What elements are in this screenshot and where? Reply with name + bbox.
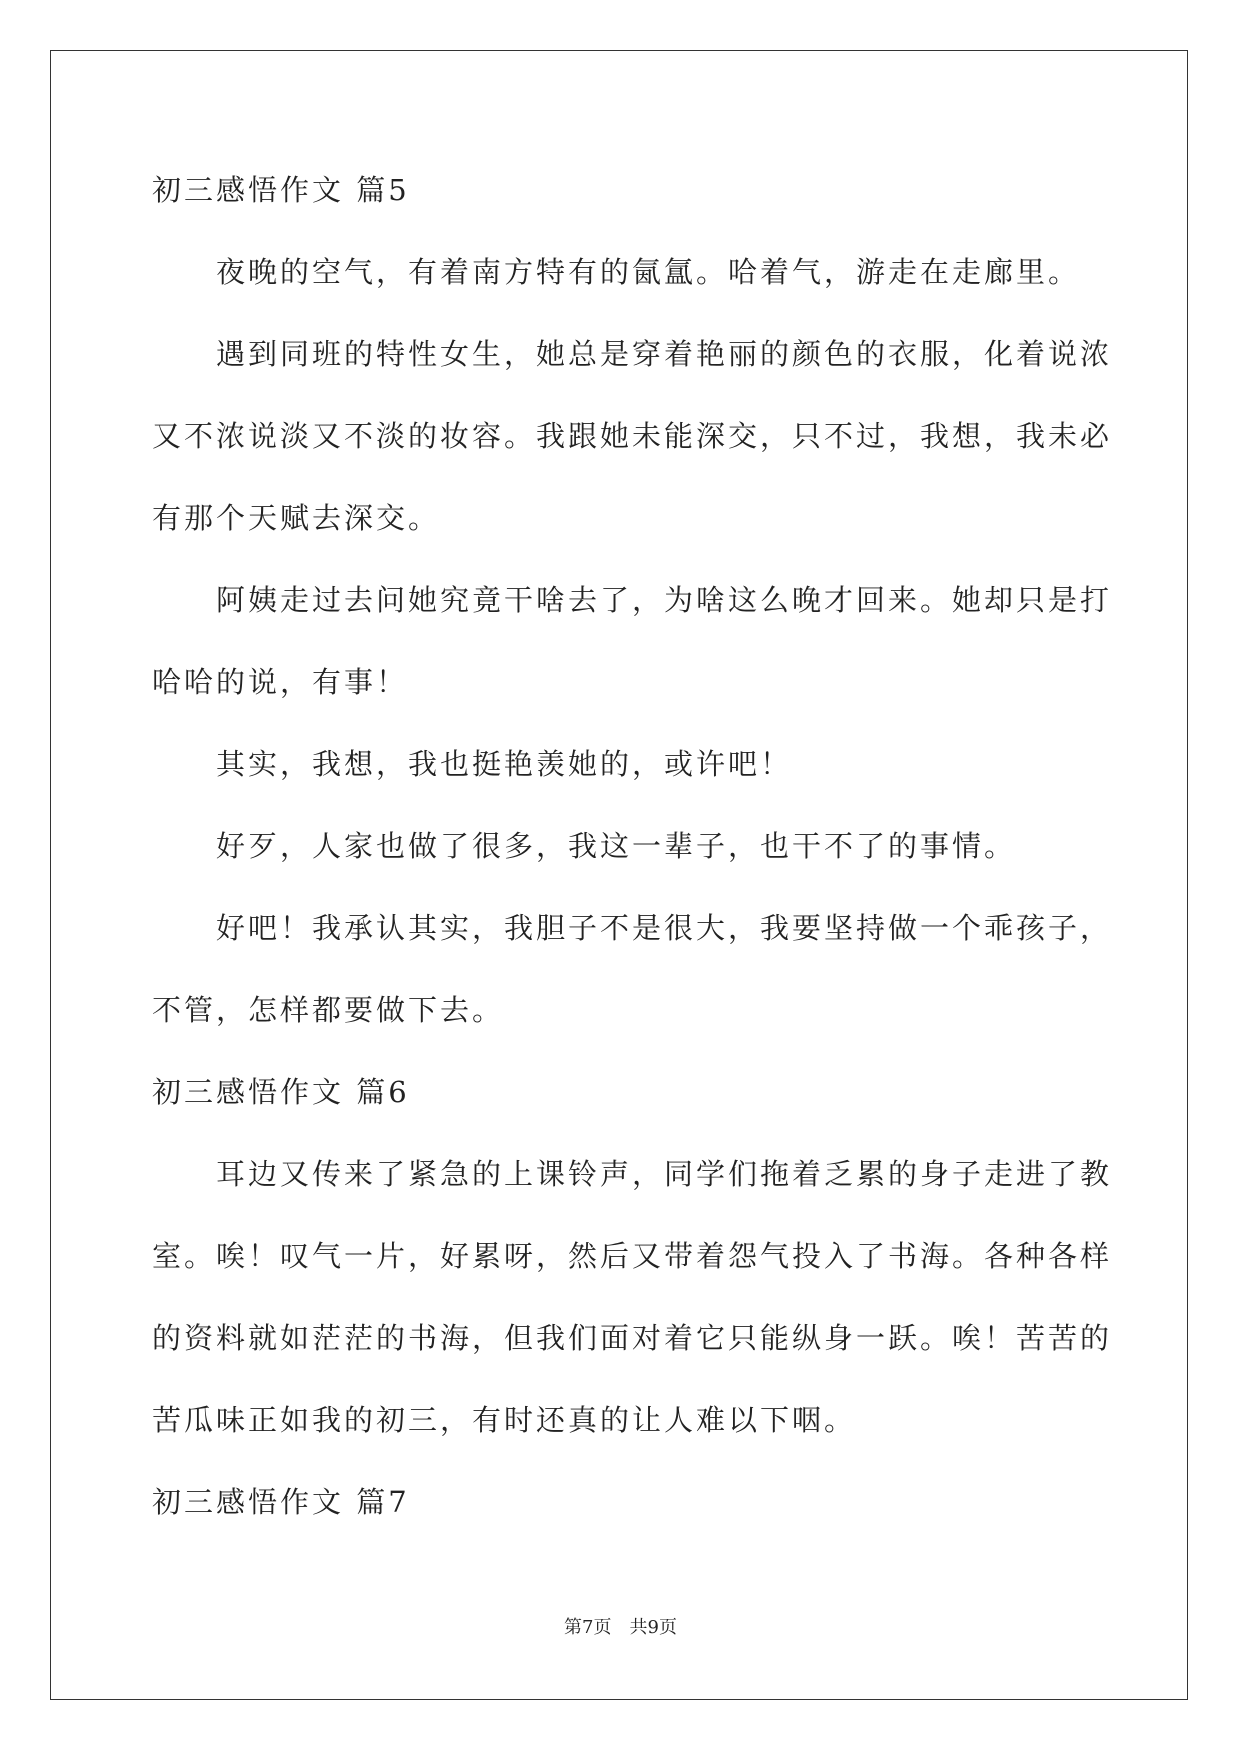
- paragraph-line: 有那个天赋去深交。: [152, 501, 441, 535]
- paragraph-line: 的资料就如茫茫的书海，但我们面对着它只能纵身一跃。唉！苦苦的: [152, 1321, 1113, 1355]
- paragraph-line: 耳边又传来了紧急的上课铃声，同学们拖着乏累的身子走进了教: [216, 1157, 1113, 1191]
- paragraph-line: 哈哈的说，有事！: [152, 665, 409, 699]
- section-heading-6: 初三感悟作文 篇6: [152, 1075, 410, 1109]
- section-heading-5: 初三感悟作文 篇5: [152, 173, 410, 207]
- paragraph-line: 夜晚的空气，有着南方特有的氤氲。哈着气，游走在走廊里。: [216, 255, 1081, 289]
- paragraph-line: 好歹，人家也做了很多，我这一辈子，也干不了的事情。: [216, 829, 1017, 863]
- paragraph-line: 苦瓜味正如我的初三，有时还真的让人难以下咽。: [152, 1403, 857, 1437]
- page-border: [50, 50, 1188, 1700]
- paragraph-line: 室。唉！叹气一片，好累呀，然后又带着怨气投入了书海。各种各样: [152, 1239, 1113, 1273]
- page-number-footer: 第7页 共9页: [564, 1617, 677, 1638]
- paragraph-line: 不管，怎样都要做下去。: [152, 993, 505, 1027]
- section-heading-7: 初三感悟作文 篇7: [152, 1485, 410, 1519]
- paragraph-line: 好吧！我承认其实，我胆子不是很大，我要坚持做一个乖孩子，: [216, 911, 1113, 945]
- paragraph-line: 其实，我想，我也挺艳羡她的，或许吧！: [216, 747, 793, 781]
- paragraph-line: 又不浓说淡又不淡的妆容。我跟她未能深交，只不过，我想，我未必: [152, 419, 1113, 453]
- paragraph-line: 阿姨走过去问她究竟干啥去了，为啥这么晚才回来。她却只是打: [216, 583, 1113, 617]
- paragraph-line: 遇到同班的特性女生，她总是穿着艳丽的颜色的衣服，化着说浓: [216, 337, 1113, 371]
